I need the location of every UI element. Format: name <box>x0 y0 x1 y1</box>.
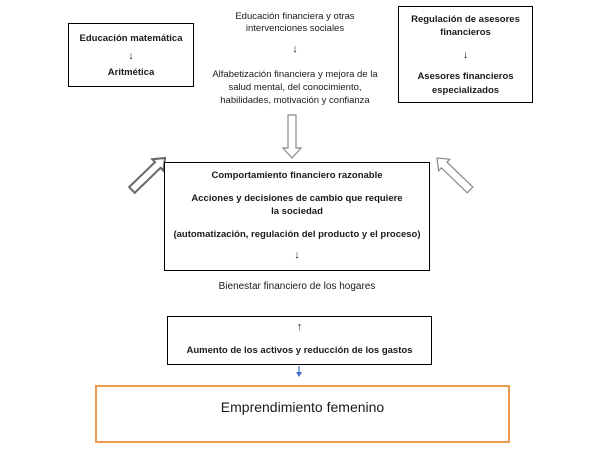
skills-motivation-text: habilidades, motivación y confianza <box>220 95 370 106</box>
society-actions-line2: la sociedad <box>271 206 323 217</box>
specialized-advisors-line2: especializados <box>431 85 500 96</box>
advisor-regulation-box <box>398 6 533 103</box>
center-hollow-arrow <box>283 115 301 158</box>
specialized-advisors-line1: Asesores financieros <box>417 71 514 82</box>
assets-increase-box <box>167 316 432 365</box>
household-wellbeing-label: Bienestar financiero de los hogares <box>218 281 376 292</box>
society-actions-line1: Acciones y decisiones de cambio que requiere <box>191 193 403 204</box>
automation-regulation-text: (automatización, regulación del producto y el proceso) <box>173 229 421 240</box>
down-arrow-icon: ↓ <box>294 249 300 261</box>
math-education-title: Educación matemática <box>79 33 183 44</box>
math-education-box <box>68 23 194 87</box>
social-interventions-text: intervenciones sociales <box>245 23 345 34</box>
arithmetic-label: Aritmética <box>107 67 155 78</box>
right-hollow-arrow <box>431 152 475 195</box>
financial-behavior-title: Comportamiento financiero razonable <box>211 170 383 181</box>
female-entrepreneurship-text: Emprendimiento femenino <box>220 399 385 415</box>
financial-behavior-box <box>164 162 430 271</box>
down-arrow-icon: ↓ <box>128 50 134 62</box>
financial-literacy-text: Alfabetización financiera y mejora de la <box>212 69 378 80</box>
female-entrepreneurship-box <box>95 385 510 443</box>
down-arrow-icon: ↓ <box>462 49 469 61</box>
advisor-regulation-line1: Regulación de asesores <box>411 14 520 25</box>
small-down-arrow <box>296 366 302 377</box>
mental-health-text: salud mental, del conocimiento, <box>228 82 362 93</box>
financial-education-text: Educación financiera y otras <box>235 11 355 22</box>
assets-increase-text: Aumento de los activos y reducción de los gastos <box>186 345 413 356</box>
down-arrow-icon: ↓ <box>292 43 298 55</box>
advisor-regulation-line2: financieros <box>440 27 491 38</box>
up-arrow-icon: ↑ <box>296 321 303 333</box>
